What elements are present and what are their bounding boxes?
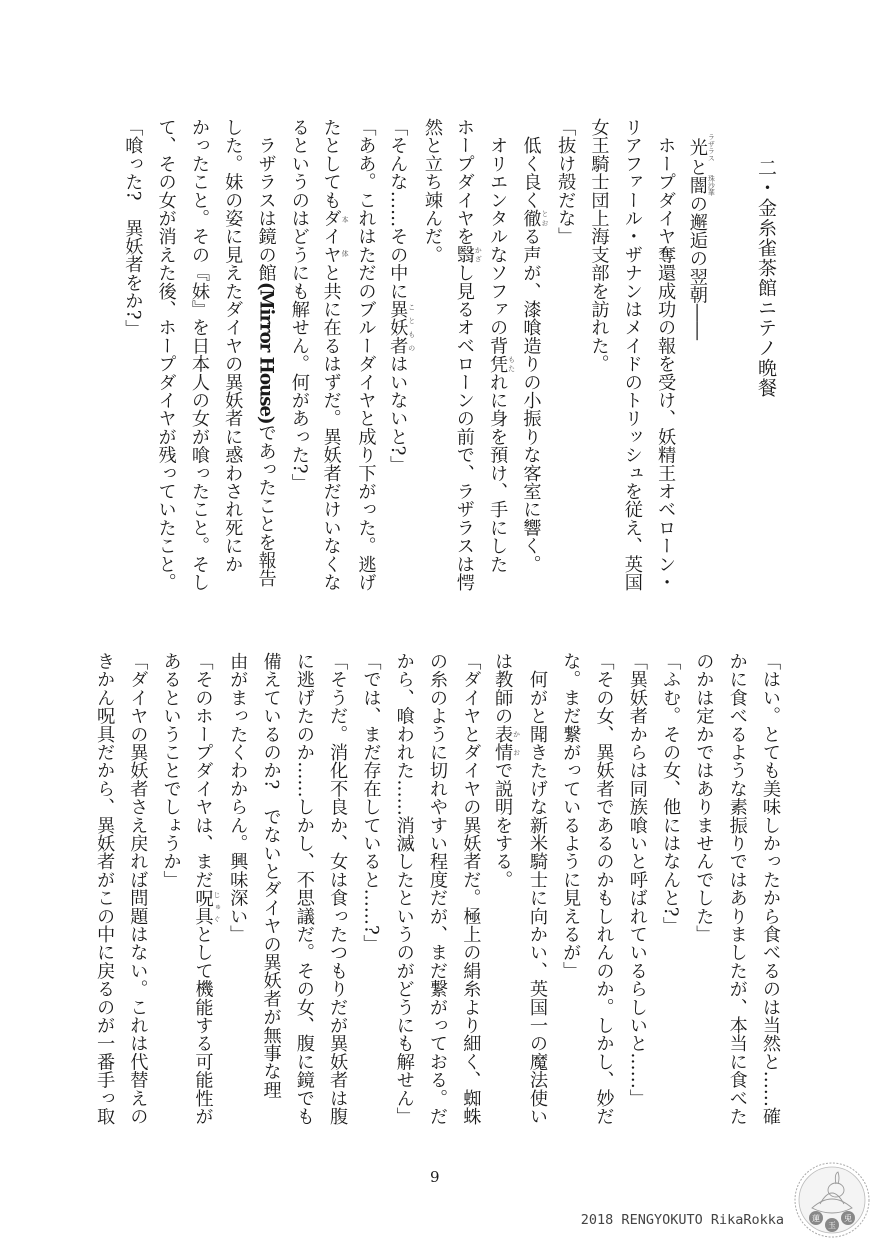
text-segment: る声が、漆喰造りの小振りな客室に響く。: [520, 227, 542, 574]
text-column: [521, 652, 554, 1132]
text-segment: 「そうだ。消化不良か、女は食ったつもりだが異妖者は腹: [327, 652, 349, 1126]
text-segment: 然と立ち竦んだ。: [422, 118, 444, 264]
ruby-word: [192, 888, 221, 926]
ruby-word: [686, 175, 716, 196]
text-column: [649, 118, 682, 598]
ruby-word: [453, 245, 483, 264]
seal-char: 兎: [844, 1214, 852, 1223]
text-column: [549, 118, 582, 598]
text-column: [754, 652, 787, 1132]
text-column: [154, 652, 187, 1132]
ruby-reading: こともの: [407, 299, 416, 355]
text-segment: たとしても: [320, 118, 342, 209]
text-segment: ホープダイヤ奪還成功の報を受け、妖精王オベローン・: [655, 118, 677, 592]
ruby-base: ダイヤ: [320, 209, 342, 264]
ruby-word: [520, 209, 549, 228]
text-segment: と: [686, 158, 708, 177]
ruby-reading: 本体: [341, 209, 350, 264]
text-column: [88, 652, 121, 1132]
ruby-base: 呪具: [192, 888, 214, 926]
text-segment: 低く良く: [520, 118, 542, 209]
text-column: [149, 118, 182, 598]
text-column: [720, 652, 753, 1132]
text-column: [249, 118, 282, 598]
ruby-reading: もた: [507, 354, 516, 373]
text-segment: オリエンタルなソファの背: [487, 118, 509, 355]
text-segment: て、その女が消えた後、ホープダイヤが残っていたこと。: [155, 118, 177, 592]
text-segment: した。妹の姿に見えたダイヤの異妖者に惑わされ死にか: [222, 118, 244, 573]
text-column: [216, 118, 249, 598]
text-column: [254, 652, 287, 1132]
text-segment: 「はい。とても美味しかったから食べるのは当然と……確: [760, 652, 781, 1126]
text-segment: し見るオベローンの前で、ラザラスは愕: [453, 263, 475, 592]
ruby-base: 闇: [686, 175, 708, 196]
text-column: [616, 118, 649, 598]
text-segment: きかん呪具だから、異妖者がこの中に戻るのが一番手っ取: [94, 652, 116, 1126]
text-segment: ホープダイヤを: [453, 118, 475, 246]
seal-char: 蓮: [812, 1214, 820, 1223]
text-column: [582, 118, 615, 598]
text-column: [554, 652, 587, 1132]
footer-credit: 2018 RENGYOKUTO RikaRokka: [580, 1212, 784, 1228]
text-column: [321, 652, 354, 1132]
text-segment: 「そのホープダイヤは、まだ: [192, 652, 214, 889]
text-segment: 「異妖者からは同族喰いと呼ばれているらしいと……」: [626, 652, 648, 1107]
text-segment: の邂逅の翌朝――: [686, 194, 708, 341]
text-segment: であったことを報告: [255, 423, 277, 588]
text-column: [487, 652, 520, 1132]
text-segment: の糸のように切れやすい程度だが、まだ繋がっておる。だ: [427, 652, 449, 1126]
ruby-base: 表情: [492, 724, 514, 762]
text-column: [349, 118, 382, 598]
text-column: [121, 652, 154, 1132]
text-segment: は教師の: [492, 652, 514, 725]
text-segment: 「抜け殻だな」: [555, 118, 577, 246]
ruby-reading: とお: [540, 209, 549, 228]
ruby-reading: ラザラス: [707, 133, 716, 162]
text-column: [183, 118, 216, 598]
ruby-base: 光: [686, 133, 708, 162]
text-column: [221, 652, 254, 1132]
text-segment: かに食べるような素振りではありましたが、本当に食べた: [726, 652, 748, 1126]
text-segment: 「喰った? 異妖者をか?」: [122, 118, 144, 338]
text-segment: に逃げたのか……しかし、不思議だ。その女、腹に鏡でも: [293, 652, 315, 1126]
text-column: [188, 652, 221, 1132]
text-segment: 由がまったくわからん。興味深い」: [227, 652, 249, 944]
text-column: [654, 652, 687, 1132]
text-segment: 女王騎士団上海支部を訪れた。: [588, 118, 610, 373]
ruby-word: [487, 354, 516, 373]
text-segment: と共に在るはずだ。異妖者だけいなくな: [320, 263, 342, 592]
text-column: [449, 118, 482, 598]
emphasis-text: (Mirror House): [255, 281, 277, 424]
text-segment: で説明をする。: [492, 761, 514, 889]
text-column: [482, 118, 515, 598]
text-column: [316, 118, 349, 598]
text-segment: な。まだ繋がっているように見えるが」: [560, 652, 582, 980]
text-segment: 「ふむ。その女、他にはなんと?」: [660, 652, 682, 935]
seal-logo-icon: [792, 1160, 872, 1240]
ruby-reading: じゅぐ: [212, 888, 221, 926]
text-segment: として機能する可能性が: [192, 925, 214, 1126]
bottom-text-block: [94, 652, 787, 1132]
ruby-base: 徹: [520, 209, 542, 228]
text-segment: 「その女、異妖者であるのかもしれんのか。しかし、妙だ: [593, 652, 615, 1126]
text-column: [382, 118, 415, 598]
ruby-reading: かざ: [474, 245, 483, 264]
text-column: [454, 652, 487, 1132]
ruby-base: 異妖者: [387, 299, 409, 355]
ruby-reading: かお: [512, 724, 521, 762]
ruby-word: [686, 133, 716, 162]
text-column: [354, 652, 387, 1132]
text-segment: るというのはどうにも解せん。何があった?」: [288, 118, 310, 492]
ruby-word: [492, 724, 521, 762]
ruby-base: 凭: [487, 354, 509, 373]
text-segment: ラザラスは鏡の館: [255, 118, 277, 282]
text-segment: はいないと?」: [387, 354, 409, 474]
text-segment: れに身を預け、手にした: [487, 372, 509, 574]
text-segment: から、喰われた……消滅したというのがどうにも解せん」: [393, 652, 415, 1126]
text-column: [587, 652, 620, 1132]
text-segment: のかは定かではありませんでした」: [693, 652, 715, 944]
top-text-block: [116, 118, 782, 598]
text-column: [288, 652, 321, 1132]
text-column: [715, 118, 748, 598]
text-segment: 何がと聞きたげな新米騎士に向かい、英国一の魔法使い: [526, 652, 548, 1126]
text-segment: リアファール・ザナンはメイドのトリッシュを従え、英国: [621, 118, 643, 592]
chapter-title: 二・金糸雀茶館ニテノ晩餐: [755, 158, 777, 398]
text-column: [516, 118, 549, 598]
text-segment: あるということでしょうか」: [160, 652, 182, 889]
text-column: [421, 652, 454, 1132]
text-column: [621, 652, 654, 1132]
text-segment: 「ダイヤの異妖者さえ戻れば問題はない。これは代替えの: [127, 652, 149, 1126]
text-segment: 「では、まだ存在していると……?」: [360, 652, 382, 953]
text-column: [416, 118, 449, 598]
text-column: [283, 118, 316, 598]
text-segment: かったこと。その『妹』を日本人の女が喰ったこと。そし: [188, 118, 210, 592]
text-segment: 「そんな……その中に: [387, 118, 409, 300]
ruby-word: [320, 209, 350, 264]
text-segment: 備えているのか? でないとダイヤの異妖者が無事な理: [260, 652, 282, 1099]
ruby-reading: 珠沙華: [707, 175, 716, 196]
ruby-word: [387, 299, 416, 355]
text-segment: 「ダイヤとダイヤの異妖者だ。極上の絹糸より細く、蜘蛛: [460, 652, 482, 1126]
ruby-base: 翳: [453, 245, 475, 264]
text-column: [682, 118, 715, 598]
text-column: [387, 652, 420, 1132]
text-column: [116, 118, 149, 598]
page-number: 9: [430, 1168, 440, 1186]
text-segment: 「ああ。これはただのブルーダイヤと成り下がった。逃げ: [355, 118, 377, 592]
seal-char: 玉: [828, 1221, 836, 1230]
text-column: [687, 652, 720, 1132]
